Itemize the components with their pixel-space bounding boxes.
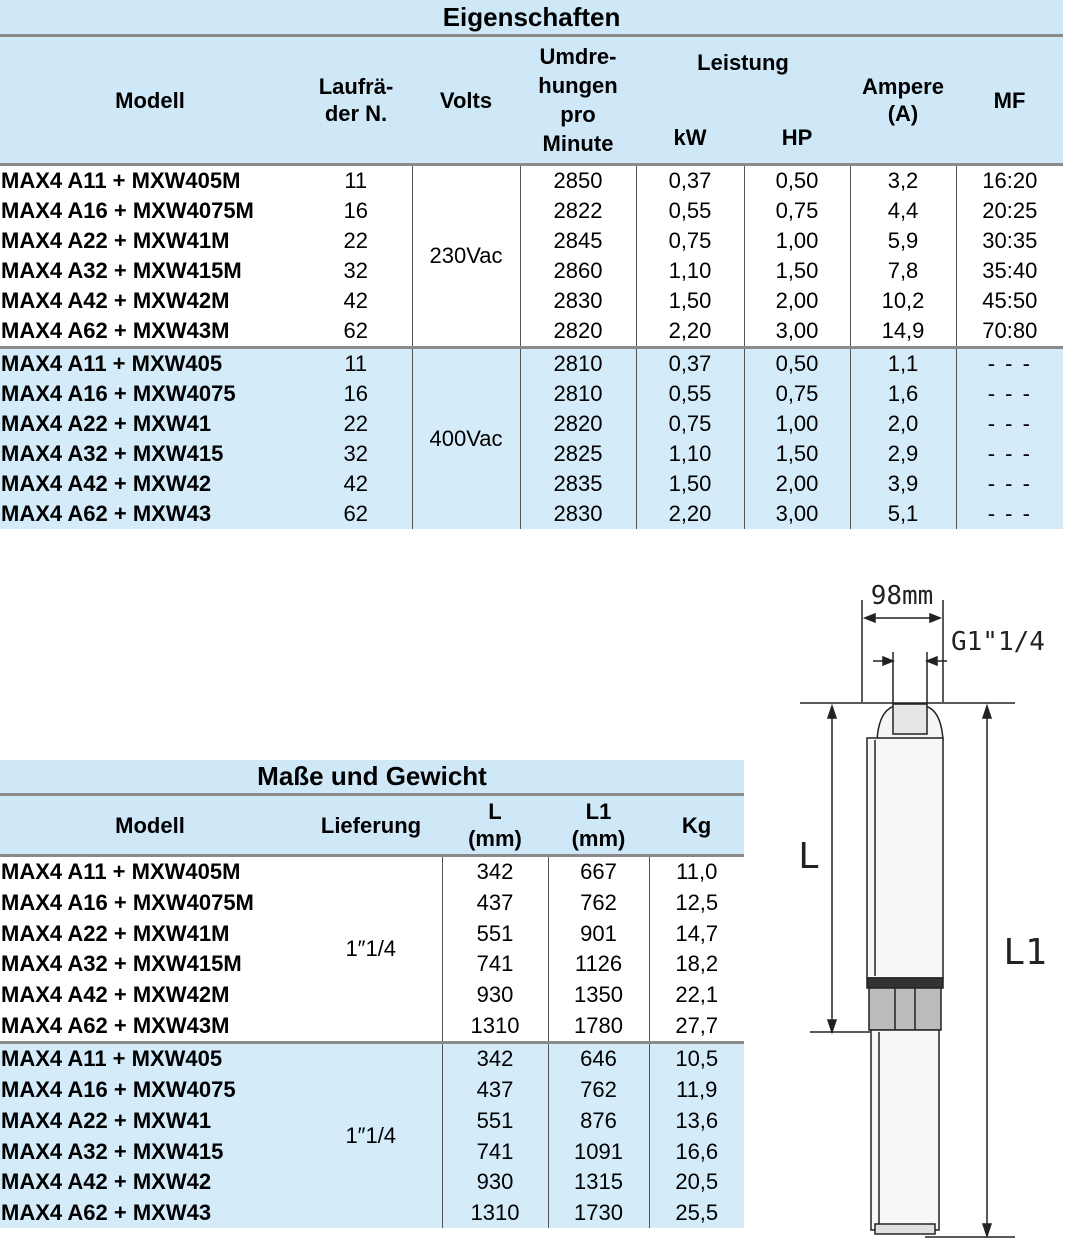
width-arrow-right	[930, 614, 940, 622]
cell-hp: 0,75	[744, 379, 850, 409]
cell-kg: 22,1	[649, 980, 744, 1011]
table-row	[0, 469, 1063, 499]
cell-l1: 1730	[548, 1198, 649, 1229]
col2-l1-line1: L1	[585, 799, 612, 824]
eigenschaften-table	[0, 0, 1063, 529]
cell-kw: 0,75	[636, 226, 744, 256]
cell-modell: MAX4 A22 + MXW41M	[1, 920, 230, 946]
col-umdr-line4: Minute	[542, 131, 614, 156]
cell-ampere: 2,0	[850, 409, 956, 439]
cell-modell: MAX4 A22 + MXW41	[0, 409, 300, 439]
cell-hp: 1,00	[744, 409, 850, 439]
cell-ampere: 3,9	[850, 469, 956, 499]
cell-mf: 35:40	[956, 256, 1063, 286]
col-ampere	[850, 36, 956, 165]
cell-rpm: 2835	[520, 469, 636, 499]
col2-modell: Modell	[0, 795, 300, 856]
cell-l1: 762	[548, 888, 649, 919]
table-row	[0, 256, 1063, 286]
thread-arrow-left	[883, 657, 893, 665]
cell-ampere: 5,9	[850, 226, 956, 256]
cell-l1: 667	[548, 856, 649, 888]
col2-l1-line2: (mm)	[571, 826, 626, 851]
cell-modell: MAX4 A32 + MXW415	[0, 1136, 300, 1167]
pump-outlet	[893, 704, 927, 734]
cell-volts-230: 230Vac	[412, 165, 520, 348]
cell-l1: 901	[548, 918, 649, 949]
col-modell: Modell	[0, 36, 300, 165]
cell-ampere: 10,2	[850, 286, 956, 316]
col-laufraeder-line1: Laufrä-	[318, 74, 394, 99]
cell-hp: 3,00	[744, 499, 850, 529]
cell-laufraeder: 16	[343, 198, 368, 223]
col-mf: MF	[956, 36, 1063, 165]
cell-mf: - - -	[956, 469, 1063, 499]
cell-hp: 0,50	[744, 165, 850, 197]
cell-laufraeder: 42	[300, 469, 412, 499]
cell-ampere: 7,8	[850, 256, 956, 286]
col2-l1	[548, 795, 649, 856]
cell-rpm: 2825	[520, 439, 636, 469]
eigenschaften-title: Eigenschaften	[0, 0, 1063, 36]
cell-modell: MAX4 A16 + MXW4075M	[1, 198, 254, 223]
cell-l: 1310	[442, 1198, 548, 1229]
cell-kw: 1,50	[636, 469, 744, 499]
cell-modell: MAX4 A16 + MXW4075	[0, 1075, 300, 1106]
cell-l: 930	[442, 980, 548, 1011]
table-row	[0, 348, 1063, 380]
cell-kw: 1,50	[636, 286, 744, 316]
motor-body	[871, 1030, 939, 1230]
cell-laufraeder: 62	[343, 318, 368, 343]
cell-kg: 11,9	[649, 1075, 744, 1106]
table-row	[0, 409, 1063, 439]
cell-ampere: 14,9	[850, 316, 956, 348]
cell-l1: 1315	[548, 1167, 649, 1198]
col2-l-line2: (mm)	[468, 826, 522, 851]
cell-mf: - - -	[956, 348, 1063, 380]
col-umdr-line2: hungen	[538, 73, 618, 98]
cell-mf: - - -	[956, 409, 1063, 439]
cell-kw: 2,20	[636, 316, 744, 348]
table-row	[0, 439, 1063, 469]
thread-arrow-right	[927, 657, 937, 665]
cell-kg: 18,2	[649, 949, 744, 980]
cell-modell: MAX4 A32 + MXW415	[0, 439, 300, 469]
cell-modell: MAX4 A42 + MXW42	[0, 469, 300, 499]
motor-base	[875, 1224, 935, 1234]
cell-mf: 16:20	[956, 165, 1063, 197]
cell-kg: 27,7	[649, 1010, 744, 1042]
cell-laufraeder: 22	[300, 409, 412, 439]
cell-laufraeder: 32	[343, 258, 368, 283]
cell-kw: 1,10	[636, 439, 744, 469]
cell-kw: 0,55	[636, 196, 744, 226]
l-arrow-bottom	[828, 1020, 836, 1032]
cell-hp: 1,50	[744, 439, 850, 469]
cell-modell: MAX4 A32 + MXW415M	[1, 258, 242, 283]
cell-modell: MAX4 A32 + MXW415M	[1, 951, 242, 977]
cell-kw: 1,10	[636, 256, 744, 286]
cell-laufraeder: 11	[300, 348, 412, 380]
cell-mf: - - -	[956, 439, 1063, 469]
cell-modell: MAX4 A42 + MXW42	[0, 1167, 300, 1198]
col2-l-line1: L	[488, 799, 502, 824]
cell-kg: 25,5	[649, 1198, 744, 1229]
cell-rpm: 2830	[520, 499, 636, 529]
cell-kw: 0,55	[636, 379, 744, 409]
cell-kg: 16,6	[649, 1136, 744, 1167]
cell-l: 741	[442, 1136, 548, 1167]
l-label: L	[798, 836, 820, 877]
cell-kg: 20,5	[649, 1167, 744, 1198]
col-umdr-line3: pro	[560, 102, 596, 127]
cell-rpm: 2822	[520, 196, 636, 226]
pump-joint	[867, 978, 943, 988]
cell-ampere: 4,4	[850, 196, 956, 226]
cell-laufraeder: 62	[300, 499, 412, 529]
cell-l1: 646	[548, 1043, 649, 1075]
col2-kg: Kg	[649, 795, 744, 856]
table-row	[0, 196, 1063, 226]
cell-l: 1310	[442, 1010, 548, 1042]
cell-kg: 10,5	[649, 1043, 744, 1075]
pump-drawing	[775, 560, 1071, 1244]
cell-modell: MAX4 A11 + MXW405	[0, 348, 300, 380]
cell-rpm: 2845	[520, 226, 636, 256]
cell-l: 342	[442, 856, 548, 888]
cell-l1: 1126	[548, 949, 649, 980]
cell-modell: MAX4 A62 + MXW43	[0, 1198, 300, 1229]
cell-modell: MAX4 A22 + MXW41M	[1, 228, 230, 253]
col-kw: kW	[636, 101, 744, 165]
col2-l	[442, 795, 548, 856]
cell-kg: 11,0	[649, 856, 744, 888]
cell-l1: 1350	[548, 980, 649, 1011]
cell-l: 930	[442, 1167, 548, 1198]
cell-rpm: 2810	[520, 348, 636, 380]
col-leistung: Leistung	[636, 36, 850, 102]
cell-l: 437	[442, 1075, 548, 1106]
cell-rpm: 2830	[520, 286, 636, 316]
cell-modell: MAX4 A11 + MXW405	[0, 1043, 300, 1075]
cell-rpm: 2860	[520, 256, 636, 286]
cell-ampere: 2,9	[850, 439, 956, 469]
col-laufraeder	[300, 36, 412, 165]
cell-l1: 876	[548, 1106, 649, 1137]
cell-hp: 2,00	[744, 469, 850, 499]
cell-hp: 1,00	[744, 226, 850, 256]
cell-rpm: 2810	[520, 379, 636, 409]
col-ampere-line2: (A)	[887, 101, 919, 126]
cell-kw: 0,37	[636, 348, 744, 380]
cell-mf: 70:80	[956, 316, 1063, 348]
l1-label: L1	[1003, 932, 1047, 973]
cell-ampere: 1,1	[850, 348, 956, 380]
table-row	[0, 856, 744, 888]
cell-lieferung-a: 1″1/4	[345, 936, 397, 962]
cell-kw: 2,20	[636, 499, 744, 529]
masse-table	[0, 760, 744, 1228]
cell-laufraeder: 32	[300, 439, 412, 469]
cell-modell: MAX4 A16 + MXW4075	[0, 379, 300, 409]
col2-lieferung: Lieferung	[300, 795, 442, 856]
cell-kw: 0,37	[636, 165, 744, 197]
cell-kg: 14,7	[649, 918, 744, 949]
table-row	[0, 226, 1063, 256]
cell-hp: 2,00	[744, 286, 850, 316]
width-arrow-left	[865, 614, 875, 622]
cell-modell: MAX4 A11 + MXW405M	[1, 168, 241, 193]
cell-mf: 45:50	[956, 286, 1063, 316]
cell-mf: - - -	[956, 499, 1063, 529]
cell-ampere: 1,6	[850, 379, 956, 409]
thread-label: G1"1/4	[951, 627, 1045, 657]
cell-modell: MAX4 A42 + MXW42M	[1, 982, 230, 1008]
cell-laufraeder: 42	[343, 288, 368, 313]
cell-modell: MAX4 A62 + MXW43M	[1, 318, 230, 343]
cell-kw: 0,75	[636, 409, 744, 439]
cell-hp: 0,75	[744, 196, 850, 226]
width-label: 98mm	[870, 581, 934, 611]
col-umdr-line1: Umdre-	[539, 44, 617, 69]
cell-volts-400: 400Vac	[412, 348, 520, 530]
cell-laufraeder: 11	[344, 168, 368, 193]
table-row	[0, 499, 1063, 529]
masse-title: Maße und Gewicht	[0, 760, 744, 795]
cell-l: 551	[442, 1106, 548, 1137]
cell-lieferung-b: 1″1/4	[300, 1043, 442, 1229]
cell-modell: MAX4 A62 + MXW43	[0, 499, 300, 529]
cell-mf: 20:25	[956, 196, 1063, 226]
cell-l: 437	[442, 888, 548, 919]
cell-l: 551	[442, 918, 548, 949]
cell-modell: MAX4 A11 + MXW405M	[1, 859, 241, 885]
cell-rpm: 2820	[520, 316, 636, 348]
cell-l: 342	[442, 1043, 548, 1075]
cell-mf: - - -	[956, 379, 1063, 409]
cell-ampere: 5,1	[850, 499, 956, 529]
cell-hp: 0,50	[744, 348, 850, 380]
col-laufraeder-line2: der N.	[324, 101, 388, 126]
table-row	[0, 316, 1063, 348]
l-arrow-top	[828, 706, 836, 718]
col-umdrehungen	[520, 36, 636, 165]
cell-l1: 762	[548, 1075, 649, 1106]
table-row	[0, 165, 1063, 197]
cell-rpm: 2820	[520, 409, 636, 439]
table-row	[0, 286, 1063, 316]
cell-kg: 13,6	[649, 1106, 744, 1137]
cell-modell: MAX4 A42 + MXW42M	[1, 288, 230, 313]
col-ampere-line1: Ampere	[862, 74, 944, 99]
col-hp: HP	[744, 101, 850, 165]
cell-l: 741	[442, 949, 548, 980]
pump-stage-section	[867, 738, 943, 978]
table-row	[0, 1043, 744, 1075]
table-row	[0, 379, 1063, 409]
cell-l1: 1091	[548, 1136, 649, 1167]
col-volts: Volts	[412, 36, 520, 165]
cell-rpm: 2850	[520, 165, 636, 197]
l1-arrow-bottom	[983, 1224, 991, 1236]
pump-intake-screen	[869, 988, 941, 1030]
cell-kg: 12,5	[649, 888, 744, 919]
cell-mf: 30:35	[956, 226, 1063, 256]
cell-l1: 1780	[548, 1010, 649, 1042]
cell-hp: 3,00	[744, 316, 850, 348]
cell-laufraeder: 16	[300, 379, 412, 409]
cell-ampere: 3,2	[850, 165, 956, 197]
cell-hp: 1,50	[744, 256, 850, 286]
cell-laufraeder: 22	[343, 228, 368, 253]
cell-modell: MAX4 A62 + MXW43M	[1, 1012, 230, 1038]
cell-modell: MAX4 A16 + MXW4075M	[1, 890, 254, 916]
l1-arrow-top	[983, 706, 991, 718]
cell-modell: MAX4 A22 + MXW41	[0, 1106, 300, 1137]
